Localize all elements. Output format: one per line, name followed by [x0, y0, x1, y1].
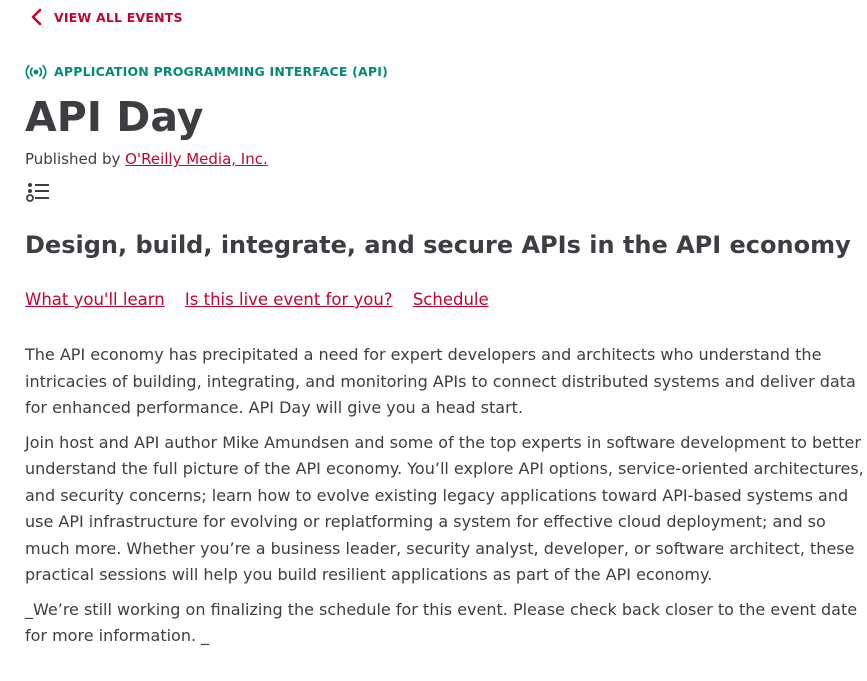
event-subtitle: Design, build, integrate, and secure APIs in the API economy — [25, 231, 851, 259]
what-youll-learn-link[interactable]: What you'll learn — [25, 290, 165, 309]
publisher-link[interactable]: O'Reilly Media, Inc. — [125, 150, 268, 168]
is-this-for-you-link[interactable]: Is this live event for you? — [184, 290, 393, 309]
published-by-label: Published by — [25, 150, 126, 168]
view-all-events-link[interactable] — [29, 8, 183, 26]
back-link-label: VIEW ALL EVENTS — [54, 9, 183, 25]
section-links — [25, 290, 504, 309]
topic-label: APPLICATION PROGRAMMING INTERFACE (API) — [54, 64, 389, 79]
schedule-link[interactable]: Schedule — [412, 290, 489, 309]
topic-link[interactable] — [25, 64, 388, 79]
broadcast-icon — [25, 65, 47, 79]
chevron-left-icon — [29, 8, 45, 26]
description-paragraph: _We’re still working on finalizing the schedule for this event. Please check back closer to the event date for more information. _ — [25, 599, 858, 645]
page-title: API Day — [25, 93, 204, 141]
description-paragraph: Join host and API author Mike Amundsen and some of the top experts in software development to better understand the full picture of the API economy. You’ll explore API options, service-oriented architectures, and security concerns; learn how to evolve existing legacy applications toward API-based systems and use API infrastructure for evolving or replatforming a system for effective cloud deployment; and so much more. Whether you’re a business leader, security analyst, developer, or software architect, these practical sessions will help you build resilient applications as part of the API economy. — [25, 432, 864, 584]
publisher-line — [25, 150, 268, 168]
table-of-contents-icon[interactable] — [26, 181, 50, 203]
description-paragraph: The API economy has precipitated a need for expert developers and architects who understand the intricacies of building, integrating, and monitoring APIs to connect distributed systems and deliver data for enhanced performance. API Day will give you a head start. — [25, 345, 856, 417]
event-description — [25, 342, 867, 658]
